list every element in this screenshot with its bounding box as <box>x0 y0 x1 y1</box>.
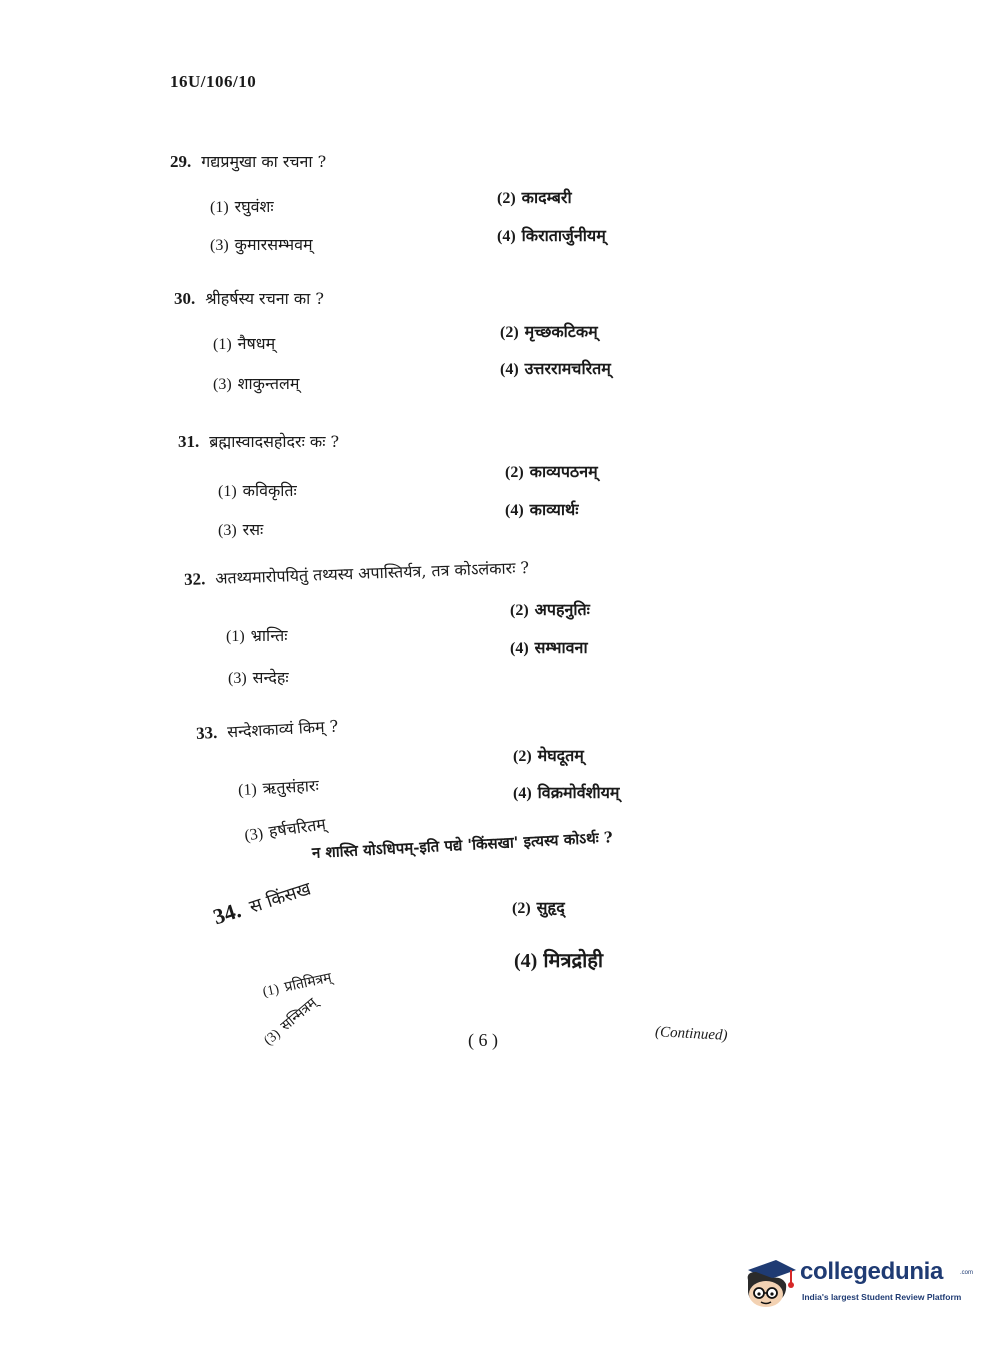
option: (2) काव्यपठनम् <box>505 462 598 481</box>
option: (4) विक्रमोर्वशीयम् <box>513 783 620 802</box>
question-number: 34. <box>209 897 244 930</box>
question-number: 30. <box>174 289 196 308</box>
question-text: स किंसख <box>246 878 314 918</box>
option: (3) हर्षचरितम् <box>243 814 327 845</box>
option: (4) उत्तररामचरितम् <box>500 359 611 378</box>
paper-code: 16U/106/10 <box>170 72 257 91</box>
question-30 <box>174 287 324 309</box>
option: (4) किरातार्जुनीयम् <box>497 226 606 245</box>
option: (1) रघुवंशः <box>210 197 274 216</box>
option: (1) प्रतिमित्रम् <box>261 969 334 1001</box>
option: (1) ऋतुसंहारः <box>237 775 320 800</box>
option: (3) कुमारसम्भवम् <box>210 235 313 254</box>
option: (2) मृच्छकटिकम् <box>500 322 598 341</box>
option: (2) सुहृद् <box>512 898 565 917</box>
option: (4) मित्रद्रोही <box>514 948 604 972</box>
question-33 <box>195 715 338 744</box>
mascot-icon <box>742 1256 798 1316</box>
question-31 <box>178 430 339 452</box>
question-text: श्रीहर्षस्य रचना का ? <box>205 289 324 308</box>
option: (4) काव्यार्थः <box>505 500 579 519</box>
question-text: ब्रह्मास्वादसहोदरः कः ? <box>209 432 340 451</box>
question-number: 33. <box>195 722 218 743</box>
option: (3) रसः <box>218 520 264 539</box>
question-text: गद्यप्रमुखा का रचना ? <box>201 152 327 171</box>
option: (2) अपहनुतिः <box>510 600 590 619</box>
option: (1) भ्रान्तिः <box>226 626 288 645</box>
question-number: 29. <box>170 152 192 171</box>
collegedunia-logo <box>742 1256 972 1316</box>
option: (4) सम्भावना <box>510 638 588 657</box>
question-text: सन्देशकाव्यं किम् ? <box>226 716 339 742</box>
option: (1) नैषधम् <box>213 334 276 353</box>
question-number: 32. <box>183 569 206 589</box>
question-34 <box>210 874 314 930</box>
question-34-text-continued: न शास्ति योऽधिपम्-इति पद्ये 'किंसखा' इत्यस्य कोऽर्थः ? <box>311 828 614 862</box>
question-32 <box>184 556 530 590</box>
option: (3) सन्देहः <box>228 668 289 687</box>
logo-tagline: India's largest Student Review Platform <box>802 1292 962 1302</box>
logo-name: collegedunia <box>800 1258 944 1285</box>
option: (3)सन्मित्रम् <box>261 995 321 1049</box>
option: (2) कादम्बरी <box>497 188 572 207</box>
question-number: 31. <box>178 432 200 451</box>
continued-label: (Continued) <box>654 1024 728 1044</box>
option: (3) शाकुन्तलम् <box>213 374 300 393</box>
page-number: ( 6 ) <box>468 1030 498 1050</box>
question-29 <box>170 150 326 172</box>
logo-domain: .com <box>960 1270 974 1276</box>
option: (1) कविकृतिः <box>218 481 297 500</box>
option: (2) मेघदूतम् <box>513 746 584 765</box>
question-text: अतथ्यमारोपयितुं तथ्यस्य अपास्तिर्यत्र, तत्र कोऽलंकारः ? <box>214 557 530 588</box>
